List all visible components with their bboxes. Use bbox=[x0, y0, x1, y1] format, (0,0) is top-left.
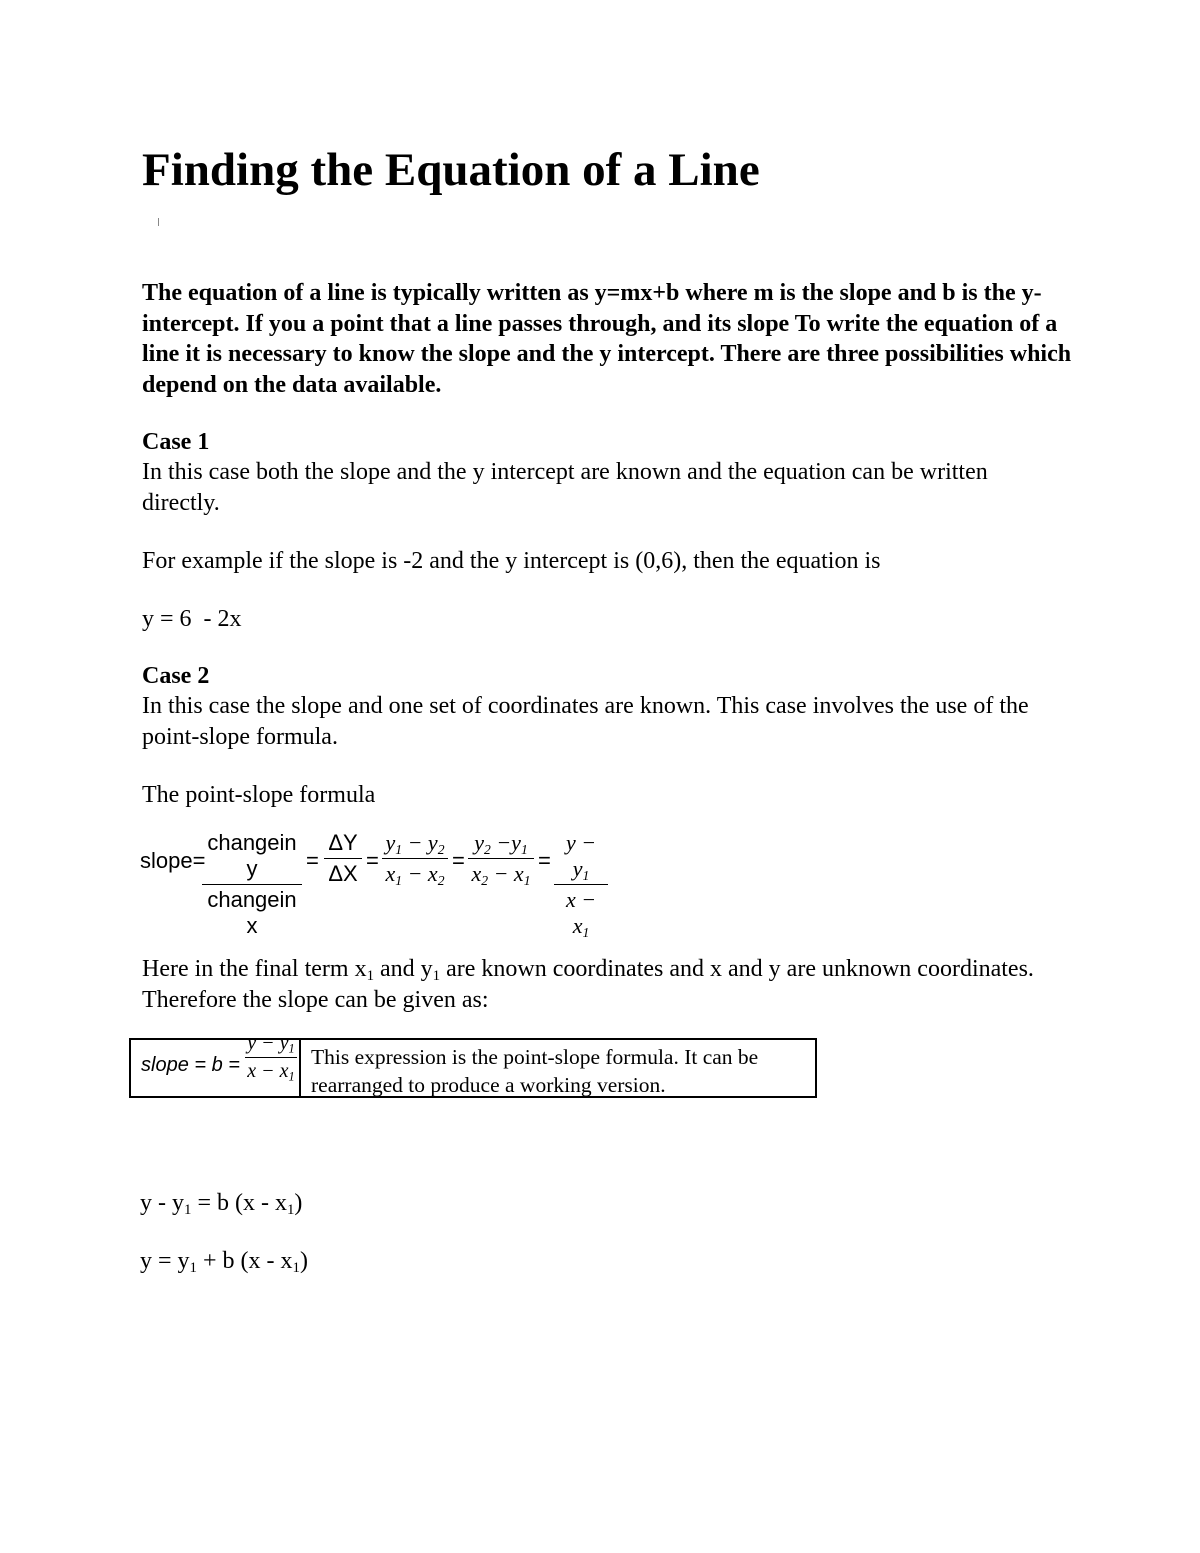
case1-text: In this case both the slope and the y intercept are known and the equation can be written directly. bbox=[142, 459, 988, 516]
working-equation-2: $y = y_1 + b$ $(x - x_1)$ bbox=[140, 1248, 308, 1277]
box-fraction: $y - y_1$ $x - x_1$ bbox=[245, 1032, 297, 1083]
fraction-y-y1: $y - y_1$ $x - x_1$ bbox=[554, 830, 608, 939]
working-equation-1: $y - y_1 = b$ $(x - x_1)$ bbox=[140, 1190, 303, 1219]
formula-eq-4: = bbox=[538, 848, 551, 873]
case1-equation: y = 6 - 2x bbox=[142, 606, 242, 632]
fraction-y1-y2: $y_1 - y_2$ $x_1 - x_2$ bbox=[382, 830, 448, 887]
formula-label: The point-slope formula bbox=[142, 782, 376, 808]
fraction-delta: ΔY ΔX bbox=[324, 830, 362, 887]
point-slope-box bbox=[129, 1032, 817, 1098]
box-description: This expression is the point-slope formula. It can be rearranged to produce a working version. bbox=[311, 1045, 759, 1097]
explanation-paragraph: Here in the final term $x_1$ and $y_1$ are known coordinates and x and y are unknown coordinates. Therefore the slope can be given as: bbox=[142, 956, 1034, 1013]
fraction-change: changein y changein x bbox=[202, 830, 302, 939]
page-title: Finding the Equation of a Line bbox=[142, 144, 760, 196]
intro-paragraph: The equation of a line is typically written as y=mx+b where m is the slope and b is the y-intercept. If you a point that a line passes through, and its slope To write the equation of a line it is necessary to know the slope and the y intercept. There are three possibilities which depend on the data available. bbox=[142, 280, 1072, 398]
box-formula-cell bbox=[131, 1032, 301, 1096]
case1-example: For example if the slope is -2 and the y intercept is (0,6), then the equation is bbox=[142, 548, 881, 574]
formula-eq-1: = bbox=[306, 848, 319, 873]
formula-eq-3: = bbox=[452, 848, 465, 873]
case2-text: In this case the slope and one set of coordinates are known. This case involves the use of the point-slope formula. bbox=[142, 693, 1029, 750]
case1-heading: Case 1 bbox=[142, 429, 210, 455]
case2-heading: Case 2 bbox=[142, 663, 210, 689]
formula-slope-label: slope= bbox=[140, 848, 206, 873]
box-formula-lhs: slope = b = bbox=[141, 1054, 240, 1076]
stray-mark bbox=[158, 218, 159, 226]
fraction-y2-y1: $y_2 -y_1$ $x_2 - x_1$ bbox=[468, 830, 534, 887]
formula-eq-2: = bbox=[366, 848, 379, 873]
